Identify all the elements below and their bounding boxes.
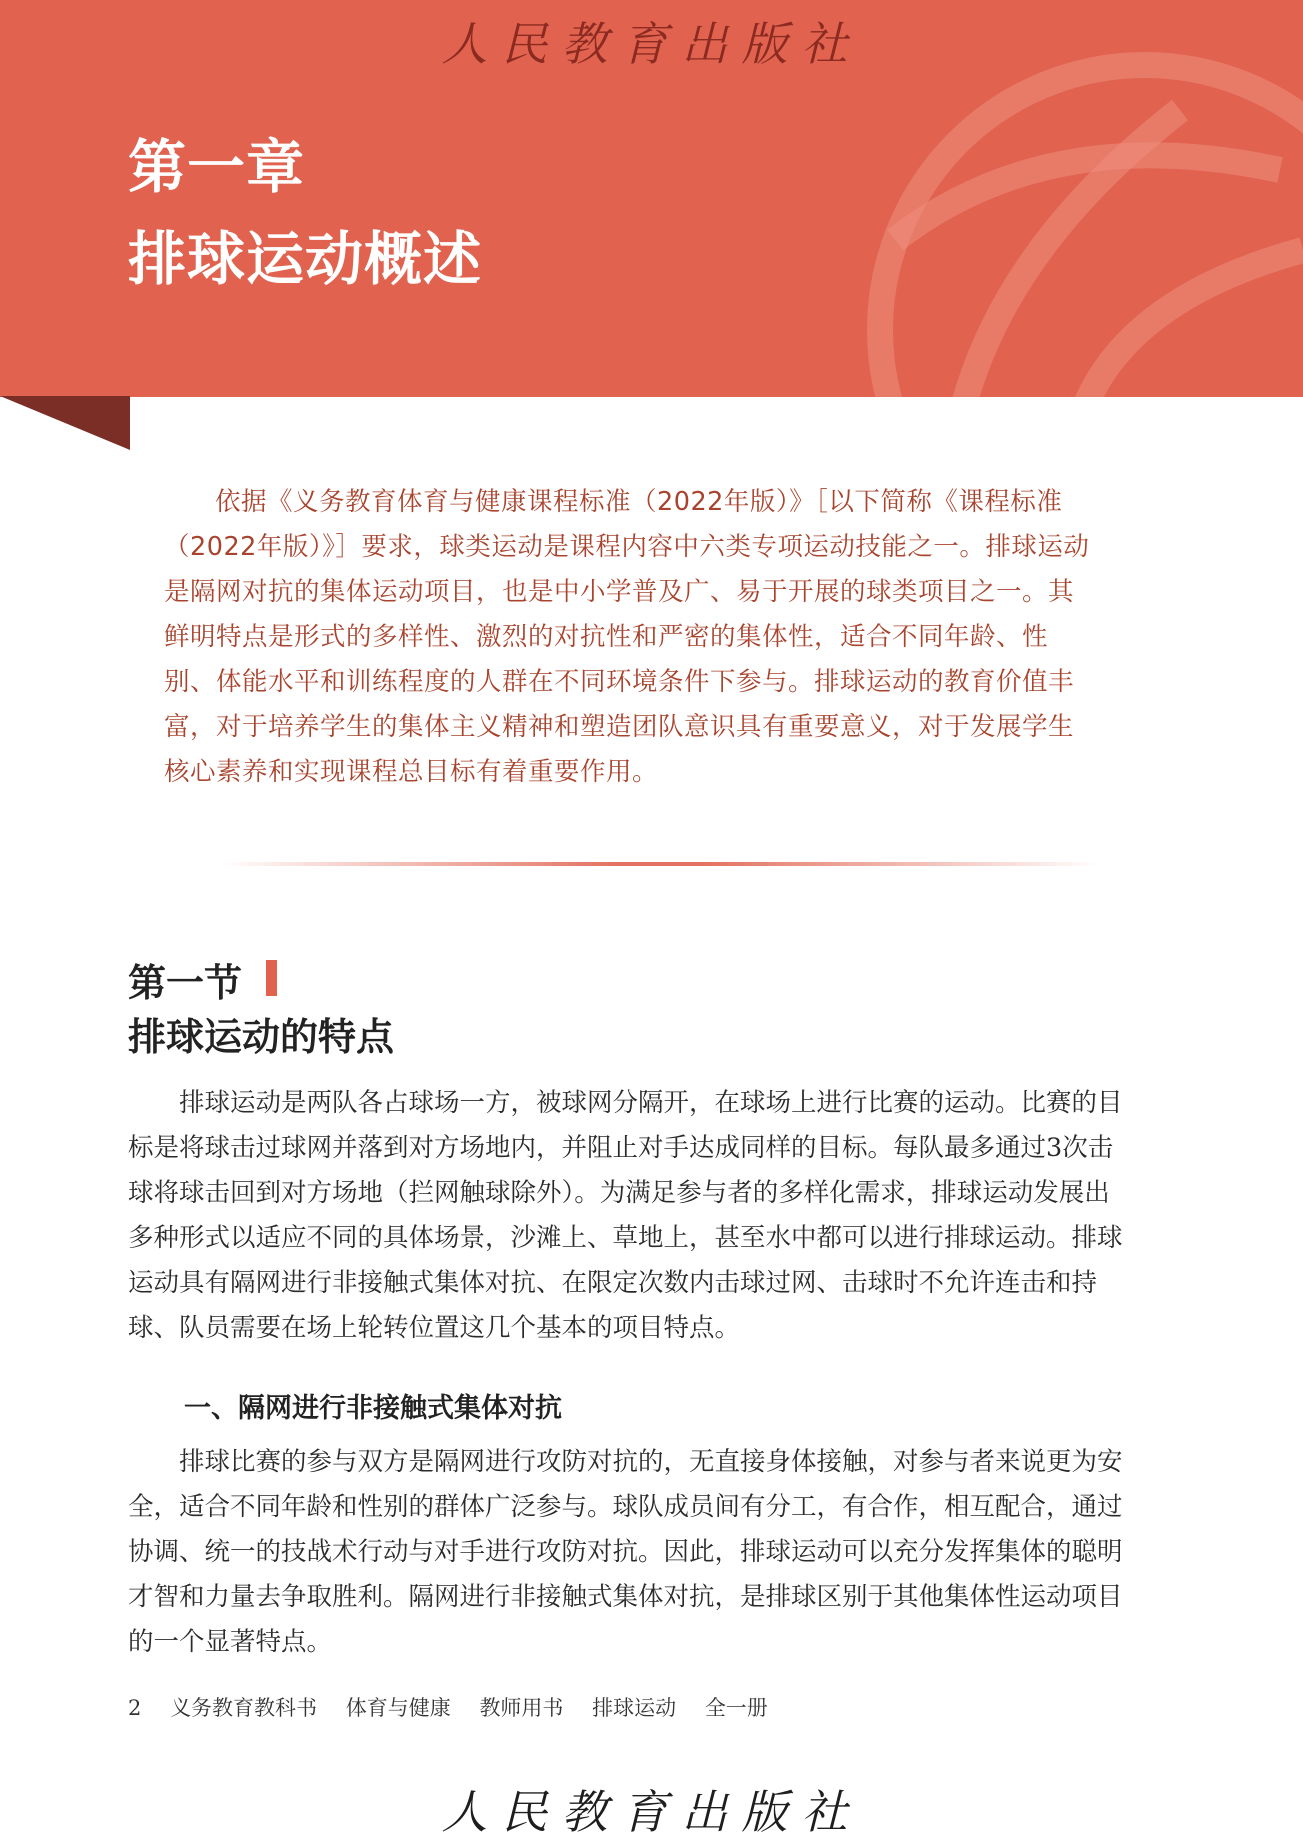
footer-subject: 体育与健康 <box>345 1696 451 1720</box>
chapter-intro-paragraph: 依据《义务教育体育与健康课程标准（2022年版）》［以下简称《课程标准（2022年版）》］要求，球类运动是课程内容中六类专项运动技能之一。排球运动是隔网对抗的集体运动项目，也是中小学普及广、易于开展的球类项目之一。其鲜明特点是形式的多样性、激烈的对抗性和严密的集体性，适合不同年龄、性别、体能水平和训练程度的人群在不同环境条件下参与。排球运动的教育价值丰富，对于培养学生的集体主义精神和塑造团队意识具有重要意义，对于发展学生核心素养和实现课程总目标有着重要作用。 <box>164 487 1090 787</box>
footer-book-type: 教师用书 <box>479 1696 564 1720</box>
section-number: 第一节 <box>128 960 243 1005</box>
page-footer <box>128 1692 790 1722</box>
publisher-logo-top: 人民教育出版社 <box>441 17 862 71</box>
section-title: 排球运动的特点 <box>128 1014 395 1059</box>
chapter-number: 第一章 <box>128 133 306 201</box>
footer-volume: 全一册 <box>704 1696 768 1720</box>
chapter-header-band <box>0 0 1303 397</box>
section-divider <box>220 862 1100 866</box>
page-number: 2 <box>128 1696 142 1720</box>
footer-topic: 排球运动 <box>592 1696 677 1720</box>
chapter-title: 排球运动概述 <box>128 225 483 293</box>
footer-series: 义务教育教科书 <box>170 1696 318 1720</box>
section-accent-bar <box>266 960 277 996</box>
publisher-logo-bottom: 人民教育出版社 <box>441 1785 862 1839</box>
subsection-paragraph: 排球比赛的参与双方是隔网进行攻防对抗的，无直接身体接触，对参与者来说更为安全，适合不同年龄和性别的群体广泛参与。球队成员间有分工，有合作，相互配合，通过协调、统一的技战术行动与对手进行攻防对抗。因此，排球运动可以充分发挥集体的聪明才智和力量去争取胜利。隔网进行非接触式集体对抗，是排球区别于其他集体性运动项目的一个显著特点。 <box>128 1447 1123 1657</box>
subsection-heading: 一、隔网进行非接触式集体对抗 <box>184 1393 562 1424</box>
section-paragraph-1: 排球运动是两队各占球场一方，被球网分隔开，在球场上进行比赛的运动。比赛的目标是将球击过球网并落到对方场地内，并阻止对手达成同样的目标。每队最多通过3次击球将球击回到对方场地（拦网触球除外）。为满足参与者的多样化需求，排球运动发展出多种形式以适应不同的具体场景，沙滩上、草地上，甚至水中都可以进行排球运动。排球运动具有隔网进行非接触式集体对抗、在限定次数内击球过网、击球时不允许连击和持球、队员需要在场上轮转位置这几个基本的项目特点。 <box>128 1088 1123 1343</box>
header-corner-wedge <box>0 396 130 450</box>
